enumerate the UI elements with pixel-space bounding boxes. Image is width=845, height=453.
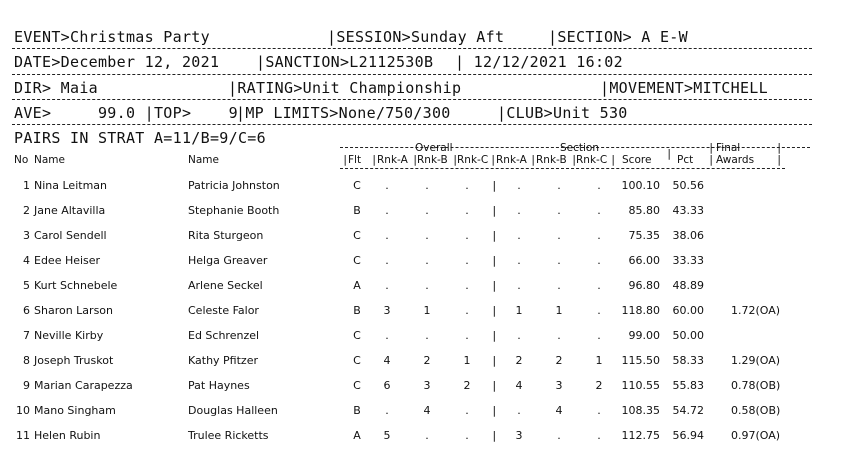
overall-rank-c: . xyxy=(465,229,469,242)
sanction-label: |SANCTION>L2112530B xyxy=(256,53,434,71)
table-row xyxy=(0,429,845,445)
player-2-name: Douglas Halleen xyxy=(188,404,278,417)
section-rank-c: . xyxy=(597,279,601,292)
pair-number: 1 xyxy=(23,179,30,192)
section-rank-a: . xyxy=(517,204,521,217)
overall-rank-c: . xyxy=(465,204,469,217)
table-row xyxy=(0,229,845,245)
score: 110.55 xyxy=(621,379,660,392)
section-rank-c: . xyxy=(597,404,601,417)
divider xyxy=(12,74,812,75)
section-separator: | xyxy=(491,304,498,317)
overall-rank-a: . xyxy=(385,204,389,217)
average-top-label: AVE> 99.0 |TOP> 9 xyxy=(14,104,238,122)
section-separator: | xyxy=(491,279,498,292)
table-row xyxy=(0,404,845,420)
section-rank-b: . xyxy=(557,429,561,442)
player-1-name: Sharon Larson xyxy=(34,304,113,317)
percentage: 48.89 xyxy=(672,279,704,292)
club-label: |CLUB>Unit 530 xyxy=(497,104,628,122)
section-separator: | xyxy=(491,429,498,442)
pair-number: 7 xyxy=(23,329,30,342)
flight: C xyxy=(353,379,361,392)
overall-rank-a: 3 xyxy=(383,304,391,317)
overall-rank-c: . xyxy=(465,329,469,342)
flight: C xyxy=(353,329,361,342)
sep: | xyxy=(452,154,459,166)
player-2-name: Pat Haynes xyxy=(188,379,250,392)
final-award: 0.58(OB) xyxy=(731,404,781,417)
section-separator: | xyxy=(491,329,498,342)
sep: | xyxy=(776,154,783,166)
section-separator: | xyxy=(491,354,498,367)
section-label: |SECTION> A E-W xyxy=(548,28,688,46)
flight: A xyxy=(353,429,361,442)
overall-rank-b: . xyxy=(425,429,429,442)
player-2-name: Trulee Ricketts xyxy=(188,429,269,442)
player-2-name: Ed Schrenzel xyxy=(188,329,260,342)
table-row xyxy=(0,279,845,295)
flight: A xyxy=(353,279,361,292)
section-rank-a: . xyxy=(517,329,521,342)
percentage: 38.06 xyxy=(672,229,704,242)
section-rank-c: 1 xyxy=(595,354,603,367)
awards-header: Awards xyxy=(716,154,755,166)
section-rank-a: . xyxy=(517,404,521,417)
section-rank-c: . xyxy=(597,429,601,442)
sep: | xyxy=(490,154,497,166)
pair-number: 10 xyxy=(16,404,30,417)
name2-header: Name xyxy=(188,154,219,166)
rating-label: |RATING>Unit Championship xyxy=(228,79,462,97)
overall-rank-b: 2 xyxy=(423,354,431,367)
score: 100.10 xyxy=(621,179,660,192)
overall-rank-c: . xyxy=(465,429,469,442)
sep: | xyxy=(666,148,673,160)
section-separator: | xyxy=(491,379,498,392)
player-1-name: Neville Kirby xyxy=(34,329,104,342)
sep: | xyxy=(371,154,378,166)
event-label: EVENT>Christmas Party xyxy=(14,28,210,46)
divider xyxy=(12,48,812,49)
overall-rank-c: . xyxy=(465,179,469,192)
name1-header: Name xyxy=(34,154,65,166)
section-separator: | xyxy=(491,404,498,417)
section-rank-a: . xyxy=(517,254,521,267)
section-rank-a: . xyxy=(517,279,521,292)
section-rank-b: . xyxy=(557,279,561,292)
overall-rank-b: 1 xyxy=(423,304,431,317)
score: 96.80 xyxy=(628,279,660,292)
overall-rank-a: . xyxy=(385,229,389,242)
flight: C xyxy=(353,179,361,192)
section-rank-c: . xyxy=(597,329,601,342)
overall-rank-b: . xyxy=(425,279,429,292)
player-1-name: Edee Heiser xyxy=(34,254,101,267)
pair-number: 11 xyxy=(16,429,30,442)
player-2-name: Helga Greaver xyxy=(188,254,268,267)
section-rank-a: . xyxy=(517,179,521,192)
section-rank-b: 4 xyxy=(555,404,563,417)
player-1-name: Marian Carapezza xyxy=(34,379,133,392)
column-divider xyxy=(340,168,785,169)
overall-rank-c: . xyxy=(465,304,469,317)
percentage: 54.72 xyxy=(672,404,704,417)
score: 85.80 xyxy=(628,204,660,217)
score: 75.35 xyxy=(628,229,660,242)
overall-rank-b: . xyxy=(425,254,429,267)
section-rank-b: . xyxy=(557,179,561,192)
player-2-name: Patricia Johnston xyxy=(188,179,280,192)
overall-rank-b: . xyxy=(425,229,429,242)
overall-rank-a: . xyxy=(385,279,389,292)
table-row xyxy=(0,379,845,395)
timestamp-label: | 12/12/2021 16:02 xyxy=(455,53,623,71)
section-rank-b: 2 xyxy=(555,354,563,367)
pair-number: 5 xyxy=(23,279,30,292)
overall-rank-c: . xyxy=(465,279,469,292)
section-rank-a: . xyxy=(517,229,521,242)
divider xyxy=(12,99,812,100)
pct-header: Pct xyxy=(677,154,694,166)
section-rank-a: 1 xyxy=(515,304,523,317)
section-rank-c: . xyxy=(597,204,601,217)
player-1-name: Carol Sendell xyxy=(34,229,107,242)
section-rank-a: 2 xyxy=(515,354,523,367)
flight: B xyxy=(353,304,361,317)
pair-number: 8 xyxy=(23,354,30,367)
overall-rank-c: . xyxy=(465,254,469,267)
score: 118.80 xyxy=(621,304,660,317)
section-rank-a: 3 xyxy=(515,429,523,442)
overall-rnk-b-header: Rnk-B xyxy=(417,154,448,166)
date-label: DATE>December 12, 2021 xyxy=(14,53,220,71)
score-header: Score xyxy=(622,154,652,166)
player-2-name: Stephanie Booth xyxy=(188,204,280,217)
percentage: 43.33 xyxy=(672,204,704,217)
percentage: 50.00 xyxy=(672,329,704,342)
table-row xyxy=(0,354,845,370)
percentage: 33.33 xyxy=(672,254,704,267)
player-2-name: Celeste Falor xyxy=(188,304,259,317)
sep: | xyxy=(708,154,715,166)
section-rnk-b-header: Rnk-B xyxy=(536,154,567,166)
section-separator: | xyxy=(491,254,498,267)
section-rank-b: . xyxy=(557,254,561,267)
pair-number: 9 xyxy=(23,379,30,392)
table-row xyxy=(0,204,845,220)
director-label: DIR> Maia xyxy=(14,79,98,97)
section-rank-b: . xyxy=(557,229,561,242)
section-separator: | xyxy=(491,179,498,192)
overall-rank-a: 4 xyxy=(383,354,391,367)
player-1-name: Joseph Truskot xyxy=(34,354,114,367)
section-separator: | xyxy=(491,204,498,217)
overall-rank-b: 4 xyxy=(423,404,431,417)
divider xyxy=(12,124,812,125)
section-rank-b: 1 xyxy=(555,304,563,317)
player-1-name: Nina Leitman xyxy=(34,179,107,192)
session-label: |SESSION>Sunday Aft xyxy=(327,28,505,46)
section-rank-b: . xyxy=(557,329,561,342)
player-2-name: Rita Sturgeon xyxy=(188,229,264,242)
final-award: 0.78(OB) xyxy=(731,379,781,392)
table-row xyxy=(0,254,845,270)
overall-rank-a: 6 xyxy=(383,379,391,392)
overall-rank-b: . xyxy=(425,204,429,217)
final-header: Final xyxy=(716,142,741,154)
percentage: 50.56 xyxy=(672,179,704,192)
section-rank-c: 2 xyxy=(595,379,603,392)
overall-rank-c: 2 xyxy=(463,379,471,392)
sep: | xyxy=(571,154,578,166)
overall-rnk-c-header: Rnk-C xyxy=(457,154,489,166)
pair-number: 4 xyxy=(23,254,30,267)
overall-rank-a: . xyxy=(385,404,389,417)
pair-number: 3 xyxy=(23,229,30,242)
pair-number: 2 xyxy=(23,204,30,217)
movement-label: |MOVEMENT>MITCHELL xyxy=(600,79,768,97)
final-award: 1.29(OA) xyxy=(731,354,781,367)
section-rank-c: . xyxy=(597,304,601,317)
player-1-name: Mano Singham xyxy=(34,404,116,417)
flt-header: Flt xyxy=(348,154,362,166)
sep: | xyxy=(412,154,419,166)
pair-number: 6 xyxy=(23,304,30,317)
overall-rank-a: . xyxy=(385,179,389,192)
player-1-name: Kurt Schnebele xyxy=(34,279,118,292)
flight: B xyxy=(353,404,361,417)
sep: | xyxy=(776,142,783,154)
overall-rank-a: 5 xyxy=(383,429,391,442)
section-rank-c: . xyxy=(597,254,601,267)
sep: | xyxy=(708,142,715,154)
overall-rnk-a-header: Rnk-A xyxy=(377,154,408,166)
player-1-name: Helen Rubin xyxy=(34,429,101,442)
section-header: Section xyxy=(560,142,600,154)
table-row xyxy=(0,329,845,345)
player-2-name: Kathy Pfitzer xyxy=(188,354,258,367)
player-1-name: Jane Altavilla xyxy=(34,204,106,217)
sep: | xyxy=(530,154,537,166)
overall-rank-b: 3 xyxy=(423,379,431,392)
score: 99.00 xyxy=(628,329,660,342)
overall-rank-c: . xyxy=(465,404,469,417)
section-rank-c: . xyxy=(597,179,601,192)
table-row xyxy=(0,304,845,320)
final-award: 1.72(OA) xyxy=(731,304,781,317)
percentage: 56.94 xyxy=(672,429,704,442)
score: 66.00 xyxy=(628,254,660,267)
sep: | xyxy=(610,154,617,166)
flight: C xyxy=(353,229,361,242)
flt-header-sep: | xyxy=(342,154,349,166)
section-separator: | xyxy=(491,229,498,242)
percentage: 58.33 xyxy=(672,354,704,367)
no-header: No xyxy=(14,154,29,166)
flight: C xyxy=(353,354,361,367)
score: 115.50 xyxy=(621,354,660,367)
section-rnk-a-header: Rnk-A xyxy=(496,154,527,166)
flight: B xyxy=(353,204,361,217)
overall-rank-b: . xyxy=(425,329,429,342)
table-row xyxy=(0,179,845,195)
flight: C xyxy=(353,254,361,267)
strat-label: PAIRS IN STRAT A=11/B=9/C=6 xyxy=(14,129,266,147)
percentage: 60.00 xyxy=(672,304,704,317)
section-rank-a: 4 xyxy=(515,379,523,392)
score: 112.75 xyxy=(621,429,660,442)
mp-limits-label: |MP LIMITS>None/750/300 xyxy=(236,104,451,122)
section-rank-b: 3 xyxy=(555,379,563,392)
overall-rank-a: . xyxy=(385,254,389,267)
overall-rank-c: 1 xyxy=(463,354,471,367)
score: 108.35 xyxy=(621,404,660,417)
section-rnk-c-header: Rnk-C xyxy=(576,154,608,166)
overall-header: Overall xyxy=(415,142,453,154)
percentage: 55.83 xyxy=(672,379,704,392)
section-rank-c: . xyxy=(597,229,601,242)
section-rank-b: . xyxy=(557,204,561,217)
overall-rank-a: . xyxy=(385,329,389,342)
overall-rank-b: . xyxy=(425,179,429,192)
player-2-name: Arlene Seckel xyxy=(188,279,263,292)
final-award: 0.97(OA) xyxy=(731,429,781,442)
